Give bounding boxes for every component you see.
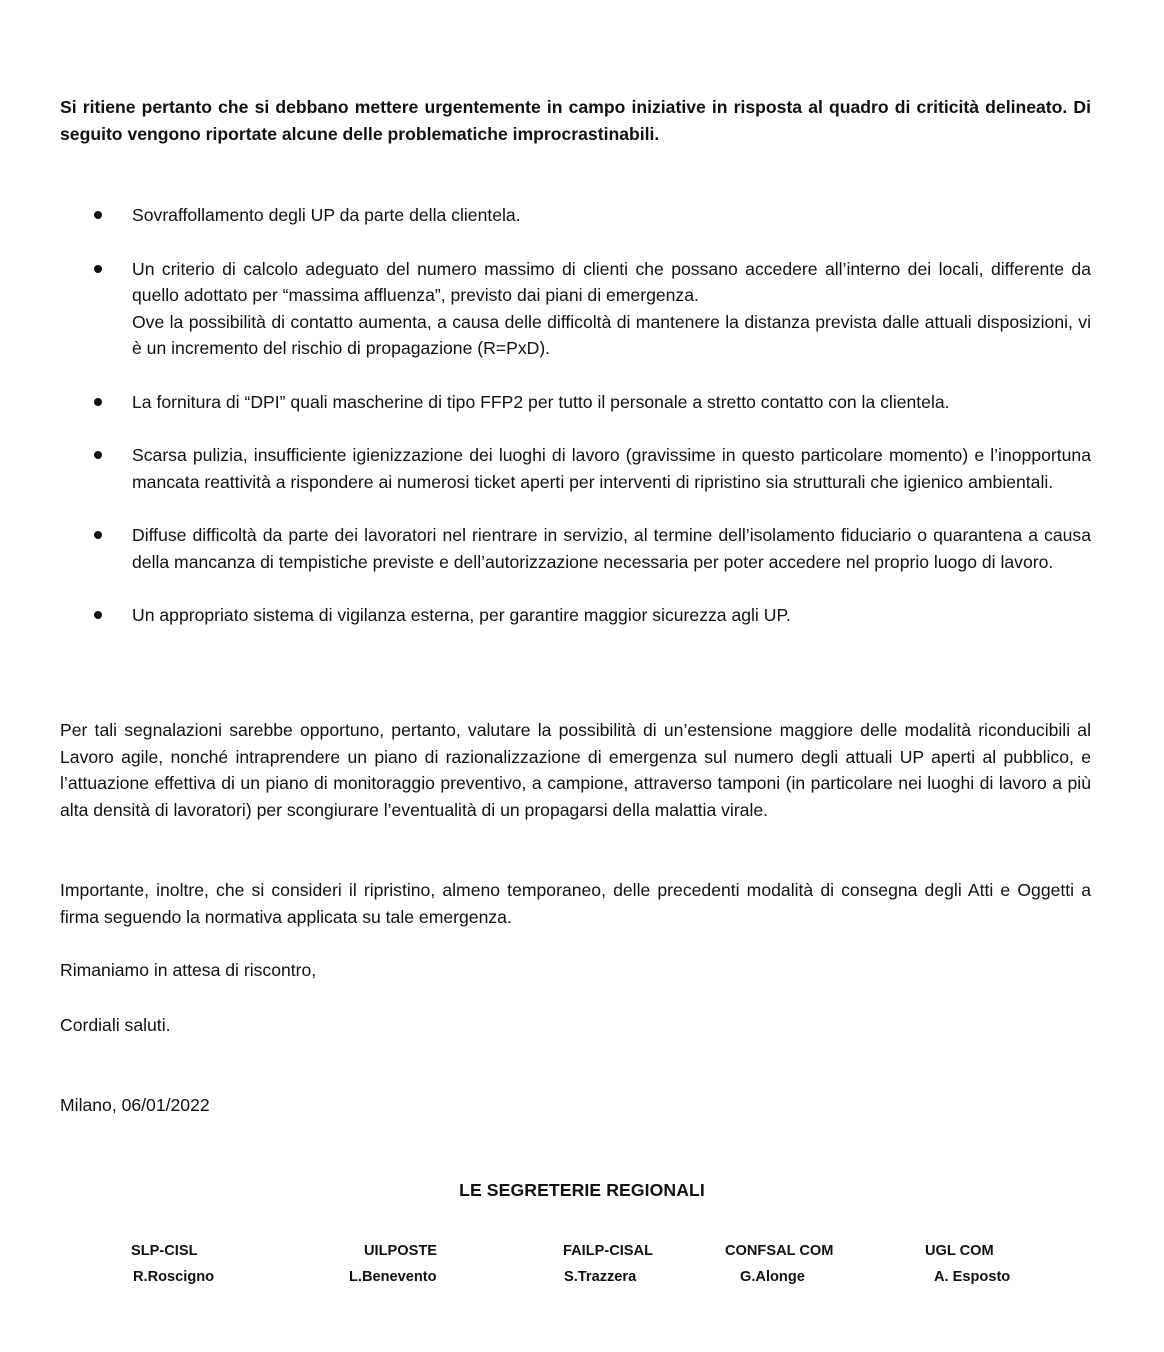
list-item-text: Scarsa pulizia, insufficiente igienizzazione dei luoghi di lavoro (gravissime in questo particolare momento) e l’inopportuna mancata reattività a rispondere ai numerosi ticket aperti per interventi di ripristino sia strutturali che igienico ambientali.	[132, 445, 1091, 492]
signature-heading: LE SEGRETERIE REGIONALI	[459, 1180, 705, 1200]
list-item	[60, 602, 1091, 629]
signatory-name: S.Trazzera	[564, 1269, 637, 1285]
list-item	[60, 202, 1091, 229]
bullet-icon	[94, 531, 102, 539]
signatory-block	[349, 1238, 437, 1290]
list-item-text: Sovraffollamento degli UP da parte della clientela.	[132, 205, 521, 225]
list-item-text: Un appropriato sistema di vigilanza esterna, per garantire maggior sicurezza agli UP.	[132, 605, 791, 625]
signatory-org: UGL COM	[925, 1243, 994, 1259]
signatory-name: G.Alonge	[740, 1269, 805, 1285]
bullet-icon	[94, 451, 102, 459]
signatory-name: R.Roscigno	[133, 1269, 215, 1285]
signatory-block	[131, 1238, 214, 1290]
bullet-icon	[94, 265, 102, 273]
restoration-paragraph: Importante, inoltre, che si consideri il ripristino, almeno temporaneo, delle precedenti modalità di consegna degli Atti e Oggetti a firma seguendo la normativa applicata su tale emergenza.	[60, 880, 1091, 927]
list-item	[60, 442, 1091, 495]
signatory-block	[925, 1238, 1010, 1290]
bullet-icon	[94, 211, 102, 219]
signatory-org: FAILP-CISAL	[563, 1243, 653, 1259]
signatory-org: CONFSAL COM	[725, 1243, 834, 1259]
place-date: Milano, 06/01/2022	[60, 1095, 210, 1115]
bullet-icon	[94, 398, 102, 406]
issues-list	[60, 202, 1091, 656]
greeting: Cordiali saluti.	[60, 1015, 171, 1035]
signatory-org: SLP-CISL	[131, 1243, 198, 1259]
list-item-text: Un criterio di calcolo adeguato del numero massimo di clienti che possano accedere all’interno dei locali, differente da quello adottato per “massima affluenza”, previsto dai piani di emergenza.	[132, 258, 1091, 305]
bullet-icon	[94, 611, 102, 619]
recommendation-paragraph: Per tali segnalazioni sarebbe opportuno, pertanto, valutare la possibilità di un’estensione maggiore delle modalità riconducibili al Lavoro agile, nonché intraprendere un piano di razionalizzazione di emergenza sul numero degli attuali UP aperti al pubblico, e l’attuazione effettiva di un piano di monitoraggio preventivo, a campione, attraverso tamponi (in particolare nei luoghi di lavoro a più alta densità di lavoratori) per scongiurare l’eventualità di un propagarsi della malattia virale.	[60, 720, 1091, 820]
list-item-text: Ove la possibilità di contatto aumenta, a causa delle difficoltà di mantenere la distanza prevista dalle attuali disposizioni, vi è un incremento del rischio di propagazione (R=PxD).	[132, 311, 1091, 358]
list-item	[60, 389, 1091, 416]
signatory-name: L.Benevento	[349, 1269, 437, 1285]
signatory-block	[725, 1238, 833, 1290]
intro-paragraph: Si ritiene pertanto che si debbano mettere urgentemente in campo iniziative in risposta al quadro di criticità delineato. Di seguito vengono riportate alcune delle problematiche improcrastinabili.	[60, 97, 1091, 144]
signatory-org: UILPOSTE	[364, 1243, 437, 1259]
list-item	[60, 256, 1091, 362]
list-item-text: Diffuse difficoltà da parte dei lavoratori nel rientrare in servizio, al termine dell’isolamento fiduciario o quarantena a causa della mancanza di tempistiche previste e dell’autorizzazione necessaria per poter accedere nel proprio luogo di lavoro.	[132, 525, 1091, 572]
signatory-name: A. Esposto	[934, 1269, 1011, 1285]
list-item	[60, 522, 1091, 575]
signatory-block	[563, 1238, 653, 1290]
list-item-text: La fornitura di “DPI” quali mascherine di tipo FFP2 per tutto il personale a stretto contatto con la clientela.	[132, 391, 950, 412]
closing-line: Rimaniamo in attesa di riscontro,	[60, 960, 317, 980]
